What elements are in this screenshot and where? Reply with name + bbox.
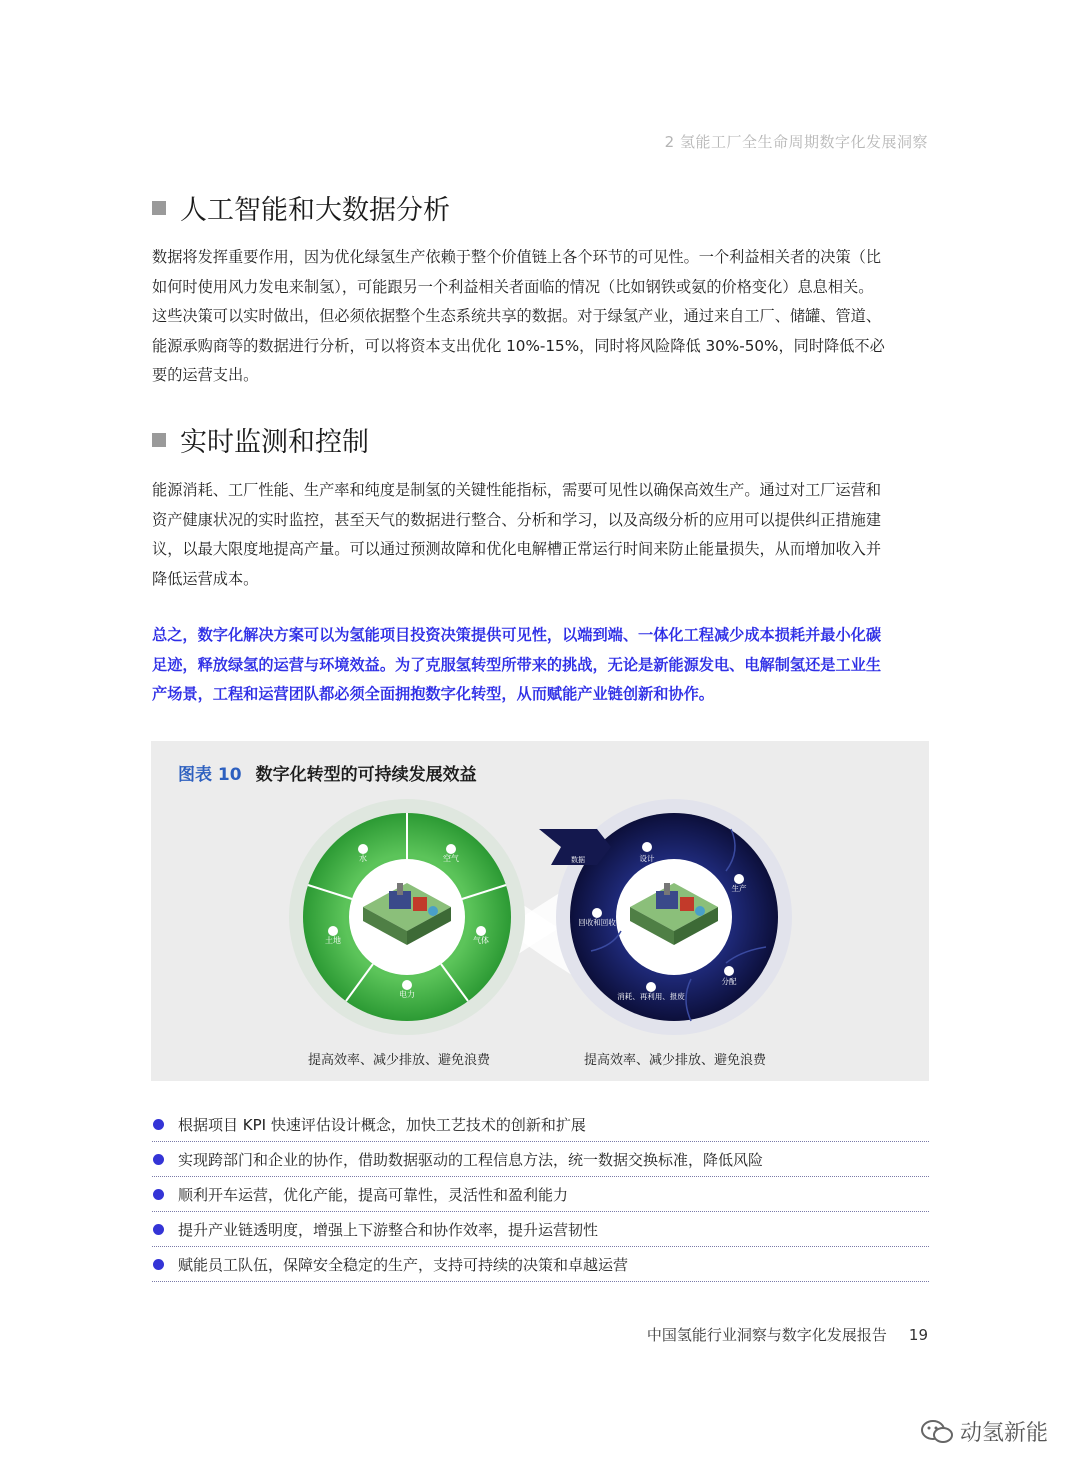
right-caption: 提高效率、减少排放、避免浪费 <box>584 1053 767 1068</box>
left-label-water: 水 <box>359 854 367 863</box>
right-label-recycling: 回收和回收 <box>578 918 616 927</box>
right-label-design: 设计 <box>639 854 655 863</box>
chat-bubble-icon <box>920 1418 954 1446</box>
list-item-text: 提升产业链透明度，增强上下游整合和协作效率，提升运营韧性 <box>178 1220 599 1239</box>
text-line: 要的运营支出。 <box>152 366 259 384</box>
list-item-text: 赋能员工队伍，保障安全稳定的生产，支持可持续的决策和卓越运营 <box>178 1255 629 1274</box>
power-tower-icon <box>402 980 412 990</box>
running-header: 2 氢能工厂全生命周期数字化发展洞察 <box>664 133 928 151</box>
wrench-icon <box>646 982 656 992</box>
wind-icon <box>446 844 456 854</box>
list-item <box>152 1142 929 1177</box>
list-item <box>152 1247 929 1282</box>
factory-icon <box>734 874 744 884</box>
summary-paragraph <box>152 621 929 710</box>
design-icon <box>642 842 652 852</box>
paragraph-ai <box>152 243 929 391</box>
left-label-land: 土地 <box>325 936 341 945</box>
watermark <box>920 1416 1048 1447</box>
text-line: 产场景，工程和运营团队都必须全面拥抱数字化转型，从而赋能产业链创新和协作。 <box>152 685 714 703</box>
right-label-production: 生产 <box>731 884 747 893</box>
list-item <box>152 1107 929 1142</box>
water-drop-icon <box>358 844 368 854</box>
text-line: 总之，数字化解决方案可以为氢能项目投资决策提供可见性，以端到端、一体化工程减少成本损耗并最小化碳 <box>152 626 881 644</box>
text-line: 议，以最大限度地提高产量。可以通过预测故障和优化电解槽正常运行时间来防止能量损失，从而增加收入并 <box>152 540 881 558</box>
text-line: 如何时使用风力发电来制氢），可能跟另一个利益相关者面临的情况（比如钢铁或氨的价格变化）息息相关。 <box>152 277 874 296</box>
heading-text: 人工智能和大数据分析 <box>180 195 450 226</box>
infinity-diagram <box>151 741 929 1081</box>
footer-title: 中国氢能行业洞察与数字化发展报告 <box>646 1326 887 1344</box>
bullet-dot-icon <box>153 1119 164 1130</box>
recycle-icon <box>592 908 602 918</box>
section-heading-ai <box>152 188 450 227</box>
page-number: 19 <box>908 1326 928 1344</box>
left-label-gas: 气体 <box>473 936 489 945</box>
data-arrow-label: 数据 <box>571 856 585 864</box>
list-item <box>152 1212 929 1247</box>
bullet-dot-icon <box>153 1189 164 1200</box>
heading-square-icon <box>152 201 166 215</box>
bullet-dot-icon <box>153 1224 164 1235</box>
bullet-dot-icon <box>153 1259 164 1270</box>
text-line: 数据将发挥重要作用，因为优化绿氢生产依赖于整个价值链上各个环节的可见性。一个利益相关者的决策（比 <box>152 248 881 266</box>
list-item-text: 顺利开车运营，优化产能，提高可靠性，灵活性和盈利能力 <box>178 1185 569 1204</box>
page-footer <box>647 1324 928 1345</box>
text-line: 能源承购商等的数据进行分析，可以将资本支出优化 10%-15%，同时将风险降低 30%-50%，同时降低不必 <box>152 336 885 355</box>
right-label-distribution: 分配 <box>721 977 737 986</box>
watermark-text: 动氢新能 <box>959 1421 1048 1446</box>
text-line: 足迹，释放绿氢的运营与环境效益。为了克服氢转型所带来的挑战，无论是新能源发电、电解制氢还是工业生 <box>152 655 881 674</box>
bullet-dot-icon <box>153 1154 164 1165</box>
list-item <box>152 1177 929 1212</box>
left-label-air: 空气 <box>443 854 459 863</box>
heading-text: 实时监测和控制 <box>180 427 369 458</box>
figure-number: 图表 10 <box>178 765 242 785</box>
right-label-consumption: 消耗、再利用、报废 <box>617 992 685 1001</box>
text-line: 资产健康状况的实时监控，甚至天气的数据进行整合、分析和学习，以及高级分析的应用可以提供纠正措施建 <box>152 510 881 529</box>
paragraph-monitoring <box>152 476 929 594</box>
text-line: 降低运营成本。 <box>152 569 259 588</box>
section-heading-monitoring <box>152 420 369 459</box>
gas-cylinder-icon <box>476 926 486 936</box>
text-line: 能源消耗、工厂性能、生产率和纯度是制氢的关键性能指标，需要可见性以确保高效生产。通过对工厂运营和 <box>152 481 881 499</box>
benefit-list <box>152 1107 929 1282</box>
left-label-power: 电力 <box>399 990 415 999</box>
text-line: 这些决策可以实时做出，但必须依据整个生态系统共享的数据。对于绿氢产业，通过来自工厂、储罐、管道、 <box>152 307 881 325</box>
list-item-text: 根据项目 KPI 快速评估设计概念，加快工艺技术的创新和扩展 <box>178 1115 586 1134</box>
figure-title-text: 数字化转型的可持续发展效益 <box>255 765 477 785</box>
truck-icon <box>724 966 734 976</box>
heading-square-icon <box>152 433 166 447</box>
leaf-icon <box>328 926 338 936</box>
list-item-text: 实现跨部门和企业的协作，借助数据驱动的工程信息方法，统一数据交换标准，降低风险 <box>178 1150 764 1169</box>
left-caption: 提高效率、减少排放、避免浪费 <box>308 1053 491 1068</box>
